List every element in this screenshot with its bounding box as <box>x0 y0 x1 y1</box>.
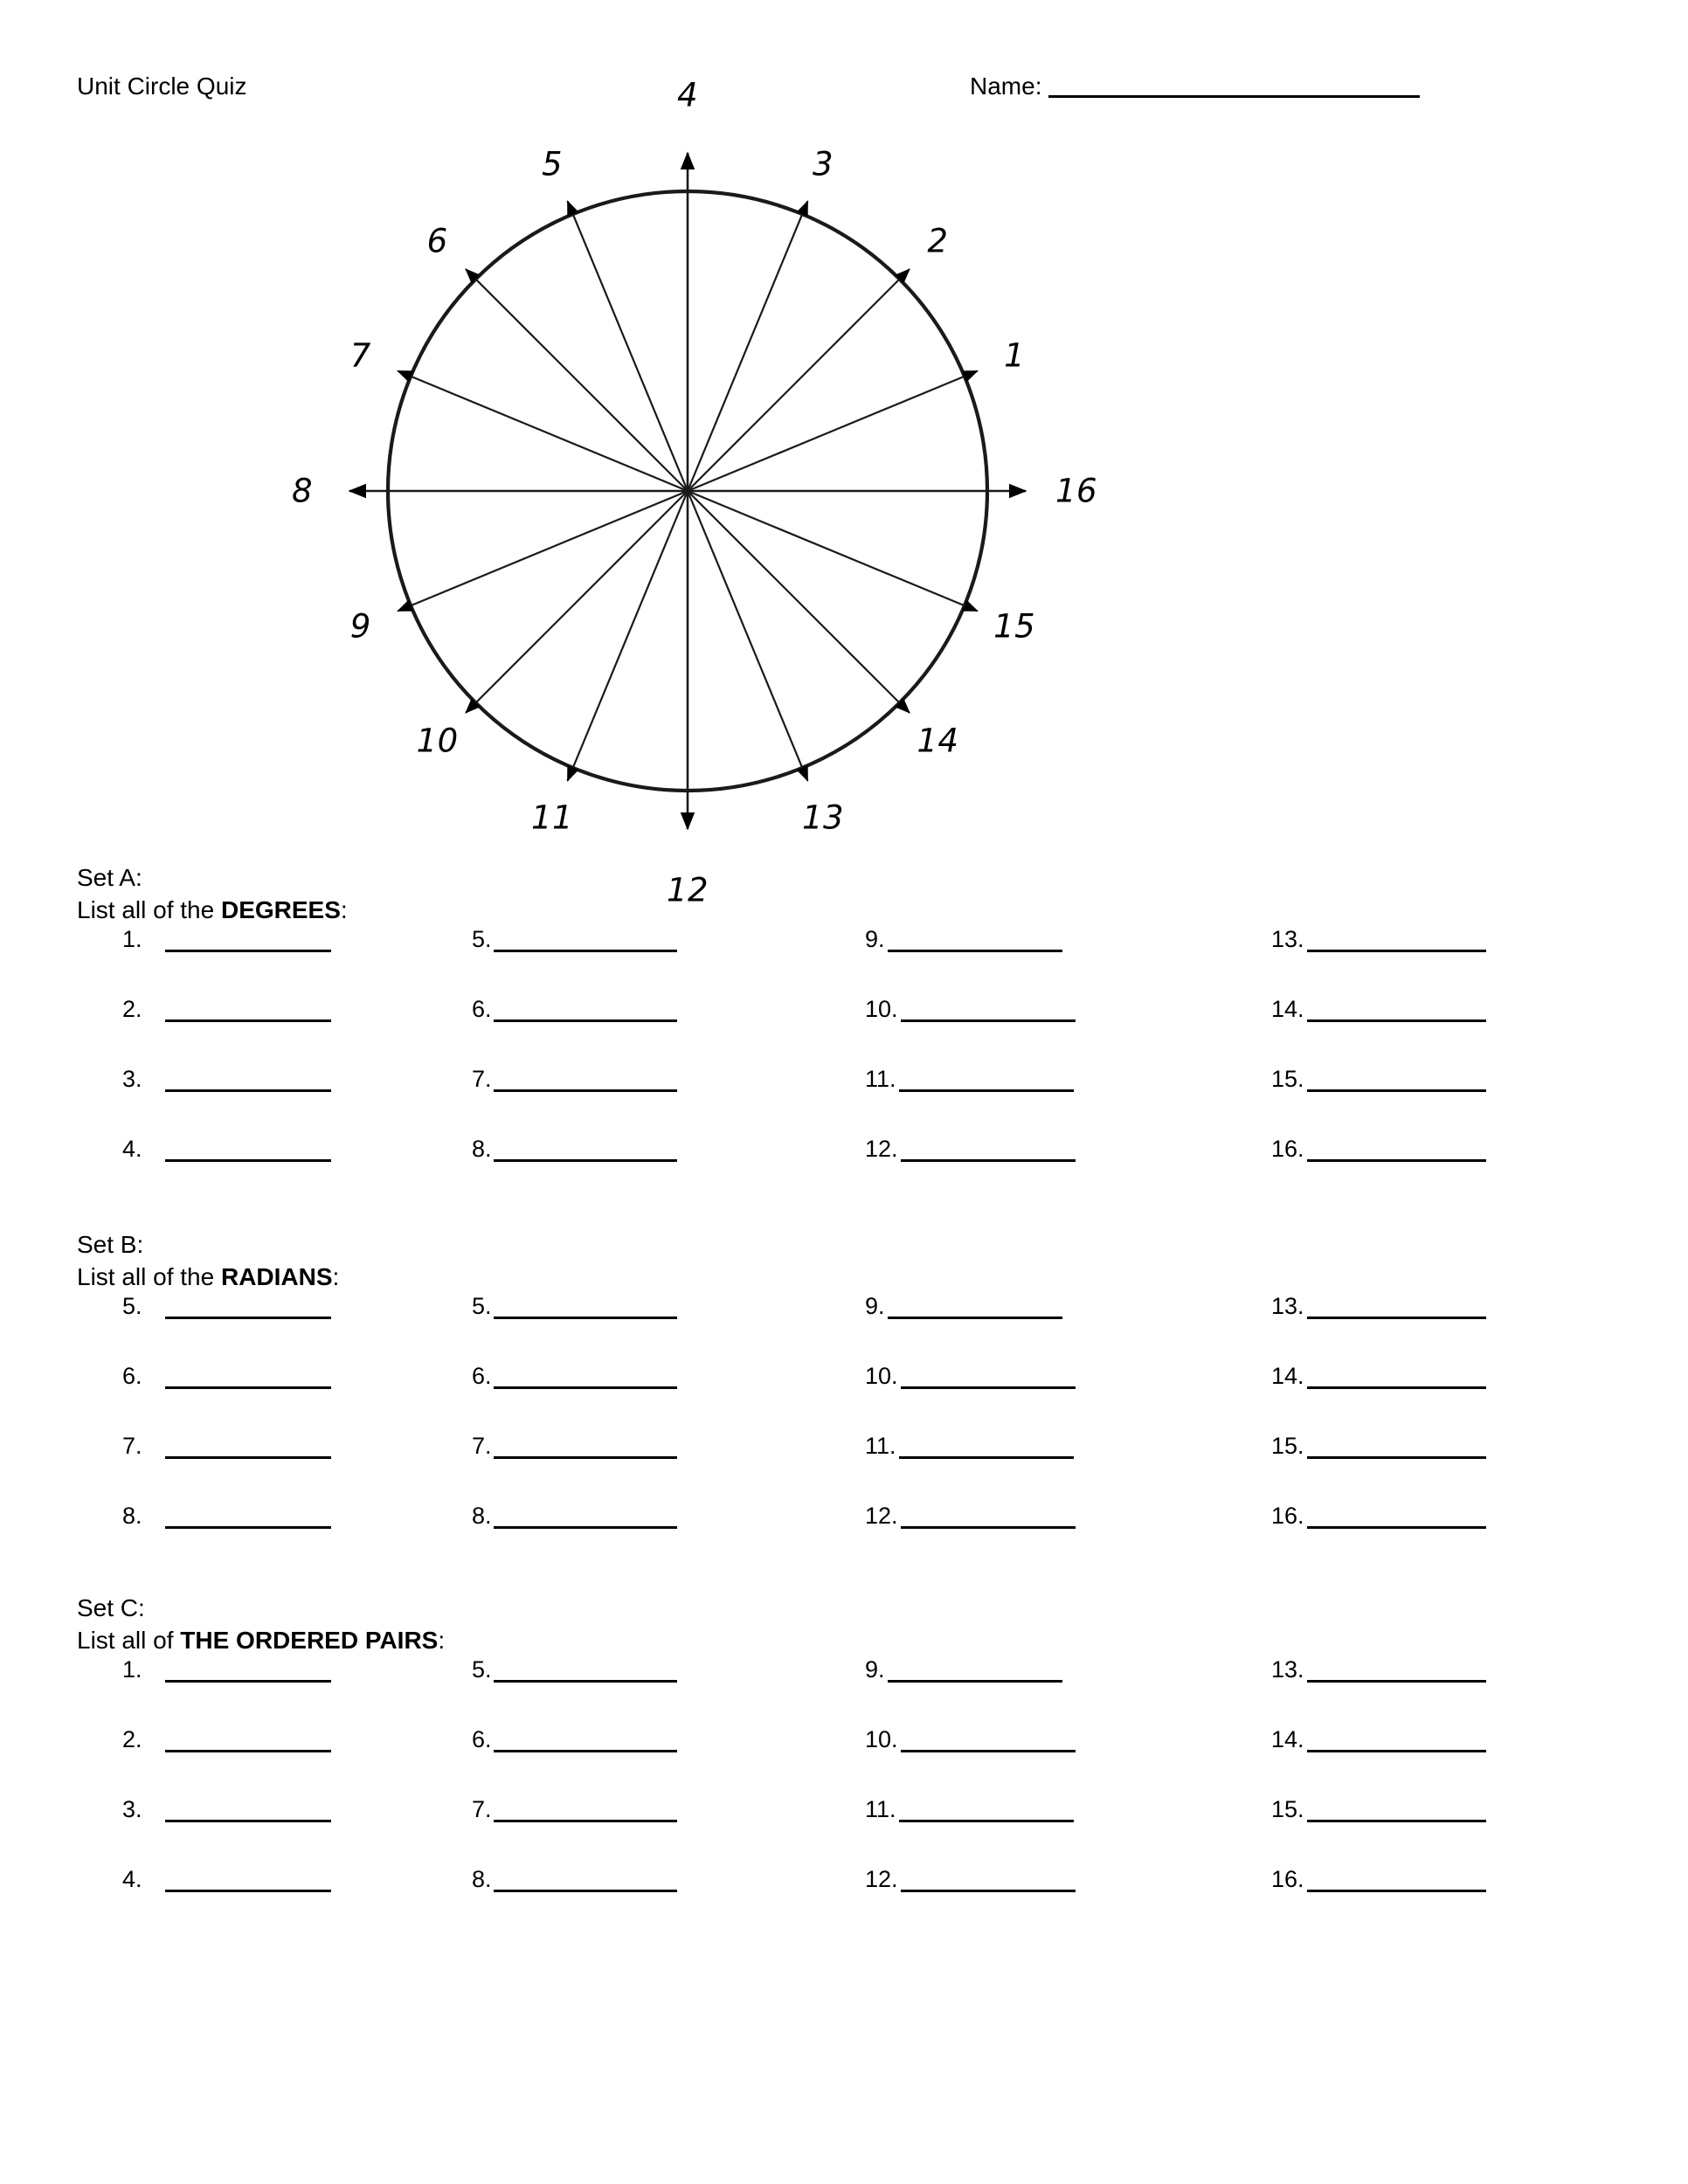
answer-blank-set-b-2-3[interactable] <box>494 1456 677 1459</box>
answer-blank-set-b-1-4[interactable] <box>165 1526 331 1529</box>
answer-row <box>472 1864 760 1934</box>
answer-blank-set-b-2-1[interactable] <box>494 1317 677 1319</box>
unit-circle-label-3: 3 <box>812 145 834 183</box>
unit-circle-label-6: 6 <box>426 222 448 260</box>
answer-row <box>1271 1794 1560 1864</box>
answer-number: 12. <box>865 1503 898 1529</box>
answer-row <box>865 1064 1153 1134</box>
set-a-heading <box>77 861 348 926</box>
answer-number: 16. <box>1271 1503 1304 1529</box>
answer-blank-set-b-3-3[interactable] <box>899 1456 1074 1459</box>
answer-blank-set-c-2-2[interactable] <box>494 1750 677 1752</box>
unit-circle-spoke <box>466 491 688 713</box>
answer-blank-set-c-4-1[interactable] <box>1307 1680 1486 1683</box>
answer-blank-set-a-1-4[interactable] <box>165 1159 331 1162</box>
answer-blank-set-b-3-1[interactable] <box>888 1317 1062 1319</box>
answer-blank-set-c-4-2[interactable] <box>1307 1750 1486 1752</box>
answer-number: 11. <box>865 1796 896 1822</box>
answer-number: 1. <box>122 926 142 952</box>
answer-row <box>472 1724 760 1794</box>
answer-blank-set-a-4-4[interactable] <box>1307 1159 1486 1162</box>
answer-blank-set-a-3-3[interactable] <box>899 1089 1074 1092</box>
unit-circle-spoke <box>568 491 688 781</box>
set-a-instruction-suffix: : <box>340 896 348 923</box>
answer-blank-set-c-3-3[interactable] <box>899 1820 1074 1822</box>
answer-number: 16. <box>1271 1136 1304 1162</box>
answer-row <box>122 1291 411 1361</box>
answer-row <box>122 1655 411 1724</box>
set-a-instruction-prefix: List all of the <box>77 896 221 923</box>
answer-blank-set-c-2-3[interactable] <box>494 1820 677 1822</box>
set-b-instruction-prefix: List all of the <box>77 1263 221 1290</box>
answer-number: 4. <box>122 1866 142 1892</box>
unit-circle-spoke <box>568 201 688 491</box>
set-a-column-2 <box>472 924 760 1204</box>
answer-blank-set-a-2-1[interactable] <box>494 950 677 952</box>
answer-blank-set-a-1-3[interactable] <box>165 1089 331 1092</box>
answer-number: 5. <box>472 1293 492 1319</box>
answer-number: 7. <box>472 1796 492 1822</box>
answer-number: 12. <box>865 1866 898 1892</box>
set-b-instruction-suffix: : <box>332 1263 340 1290</box>
answer-row <box>865 1431 1153 1501</box>
answer-row <box>865 1724 1153 1794</box>
answer-blank-set-b-4-3[interactable] <box>1307 1456 1486 1459</box>
answer-number: 11. <box>865 1066 896 1092</box>
set-c-instruction-prefix: List all of <box>77 1627 181 1654</box>
set-c-instruction <box>77 1624 445 1656</box>
unit-circle-label-11: 11 <box>530 798 574 837</box>
answer-blank-set-c-2-1[interactable] <box>494 1680 677 1683</box>
set-a-column-4 <box>1271 924 1560 1204</box>
answer-number: 6. <box>472 1726 492 1752</box>
unit-circle-label-10: 10 <box>416 722 459 760</box>
answer-number: 6. <box>472 996 492 1022</box>
answer-number: 9. <box>865 1293 885 1319</box>
answer-row <box>865 1291 1153 1361</box>
answer-blank-set-a-4-1[interactable] <box>1307 950 1486 952</box>
set-b-column-1 <box>122 1291 411 1571</box>
answer-blank-set-b-1-3[interactable] <box>165 1456 331 1459</box>
answer-blank-set-c-1-4[interactable] <box>165 1890 331 1892</box>
unit-circle-spoke <box>466 269 688 491</box>
answer-blank-set-b-4-4[interactable] <box>1307 1526 1486 1529</box>
set-b-heading <box>77 1228 339 1293</box>
answer-row <box>122 1501 411 1571</box>
answer-number: 13. <box>1271 1293 1304 1319</box>
unit-circle-label-4: 4 <box>676 76 699 114</box>
unit-circle-spoke <box>688 491 807 781</box>
answer-row <box>472 1431 760 1501</box>
answer-row <box>122 1064 411 1134</box>
answer-blank-set-b-4-2[interactable] <box>1307 1386 1486 1389</box>
answer-row <box>865 1864 1153 1934</box>
answer-row <box>1271 1655 1560 1724</box>
unit-circle-label-13: 13 <box>801 798 845 837</box>
answer-blank-set-a-1-2[interactable] <box>165 1019 331 1022</box>
unit-circle-label-12: 12 <box>666 871 709 909</box>
answer-blank-set-a-4-2[interactable] <box>1307 1019 1486 1022</box>
answer-blank-set-c-4-4[interactable] <box>1307 1890 1486 1892</box>
set-b-instruction <box>77 1261 339 1293</box>
answer-number: 16. <box>1271 1866 1304 1892</box>
answer-number: 11. <box>865 1433 896 1459</box>
answer-number: 5. <box>122 1293 142 1319</box>
answer-row <box>472 924 760 994</box>
answer-blank-set-a-1-1[interactable] <box>165 950 331 952</box>
answer-blank-set-b-1-2[interactable] <box>165 1386 331 1389</box>
answer-row <box>865 1794 1153 1864</box>
answer-number: 7. <box>472 1066 492 1092</box>
unit-circle-spoke <box>688 371 978 491</box>
answer-number: 5. <box>472 926 492 952</box>
answer-row <box>1271 1361 1560 1431</box>
answer-row <box>122 1134 411 1204</box>
answer-blank-set-a-3-1[interactable] <box>888 950 1062 952</box>
answer-row <box>472 1501 760 1571</box>
answer-number: 8. <box>472 1136 492 1162</box>
set-c-instruction-bold: THE ORDERED PAIRS <box>180 1627 439 1654</box>
answer-row <box>1271 1064 1560 1134</box>
answer-blank-set-b-3-2[interactable] <box>901 1386 1076 1389</box>
set-b-instruction-bold: RADIANS <box>220 1263 333 1290</box>
answer-number: 8. <box>122 1503 142 1529</box>
answer-number: 12. <box>865 1136 898 1162</box>
unit-circle-label-15: 15 <box>993 607 1036 646</box>
answer-number: 1. <box>122 1656 142 1683</box>
answer-number: 10. <box>865 996 898 1022</box>
answer-number: 15. <box>1271 1066 1304 1092</box>
unit-circle-spoke <box>688 491 910 713</box>
answer-number: 6. <box>472 1363 492 1389</box>
unit-circle-label-5: 5 <box>541 145 564 183</box>
answer-row <box>472 1064 760 1134</box>
answer-row <box>122 1724 411 1794</box>
unit-circle-label-9: 9 <box>349 607 371 646</box>
answer-blank-set-c-3-1[interactable] <box>888 1680 1062 1683</box>
answer-row <box>472 1794 760 1864</box>
answer-number: 9. <box>865 1656 885 1683</box>
set-c-heading <box>77 1592 445 1656</box>
answer-blank-set-c-1-3[interactable] <box>165 1820 331 1822</box>
set-b-column-4 <box>1271 1291 1560 1571</box>
answer-blank-set-a-3-2[interactable] <box>901 1019 1076 1022</box>
answer-number: 5. <box>472 1656 492 1683</box>
unit-circle-spoke <box>688 269 910 491</box>
unit-circle-label-14: 14 <box>917 722 959 760</box>
unit-circle-spoke <box>688 491 978 611</box>
set-c-title: Set C: <box>77 1594 145 1621</box>
answer-row <box>122 1864 411 1934</box>
answer-blank-set-b-1-1[interactable] <box>165 1317 331 1319</box>
set-a-column-1 <box>122 924 411 1204</box>
unit-circle-diagram <box>0 0 1688 900</box>
answer-blank-set-c-3-2[interactable] <box>901 1750 1076 1752</box>
set-c-column-4 <box>1271 1655 1560 1934</box>
answer-row <box>1271 924 1560 994</box>
answer-row <box>122 1361 411 1431</box>
set-b-column-2 <box>472 1291 760 1571</box>
answer-row <box>122 1431 411 1501</box>
answer-row <box>1271 1431 1560 1501</box>
set-a-instruction <box>77 894 348 926</box>
answer-row <box>472 1361 760 1431</box>
answer-row <box>1271 1864 1560 1934</box>
answer-row <box>472 1134 760 1204</box>
answer-blank-set-c-1-1[interactable] <box>165 1680 331 1683</box>
answer-row <box>865 1655 1153 1724</box>
answer-number: 10. <box>865 1726 898 1752</box>
answer-number: 15. <box>1271 1796 1304 1822</box>
answer-blank-set-c-3-4[interactable] <box>901 1890 1076 1892</box>
answer-number: 6. <box>122 1363 142 1389</box>
answer-row <box>1271 1291 1560 1361</box>
set-b-column-3 <box>865 1291 1153 1571</box>
answer-number: 7. <box>122 1433 142 1459</box>
answer-number: 2. <box>122 1726 142 1752</box>
answer-blank-set-b-2-4[interactable] <box>494 1526 677 1529</box>
answer-row <box>1271 994 1560 1064</box>
unit-circle-spoke <box>398 491 688 611</box>
answer-blank-set-a-2-3[interactable] <box>494 1089 677 1092</box>
answer-number: 9. <box>865 926 885 952</box>
answer-row <box>865 994 1153 1064</box>
answer-number: 14. <box>1271 996 1304 1022</box>
answer-row <box>1271 1134 1560 1204</box>
answer-number: 15. <box>1271 1433 1304 1459</box>
answer-row <box>865 1134 1153 1204</box>
set-c-column-3 <box>865 1655 1153 1934</box>
answer-row <box>122 924 411 994</box>
set-a-title: Set A: <box>77 864 142 891</box>
set-a-instruction-bold: DEGREES <box>220 896 341 923</box>
answer-number: 3. <box>122 1066 142 1092</box>
answer-blank-set-b-3-4[interactable] <box>901 1526 1076 1529</box>
answer-number: 2. <box>122 996 142 1022</box>
unit-circle-figure <box>0 0 1688 909</box>
answer-row <box>865 1361 1153 1431</box>
unit-circle-spoke <box>688 201 807 491</box>
answer-blank-set-a-2-4[interactable] <box>494 1159 677 1162</box>
answer-row <box>865 924 1153 994</box>
answer-row <box>472 1655 760 1724</box>
answer-row <box>122 1794 411 1864</box>
answer-number: 4. <box>122 1136 142 1162</box>
answer-number: 13. <box>1271 1656 1304 1683</box>
unit-circle-spoke <box>398 371 688 491</box>
answer-row <box>122 994 411 1064</box>
unit-circle-label-16: 16 <box>1055 472 1098 510</box>
set-a-column-3 <box>865 924 1153 1204</box>
set-c-column-1 <box>122 1655 411 1934</box>
answer-row <box>1271 1501 1560 1571</box>
answer-number: 3. <box>122 1796 142 1822</box>
answer-blank-set-b-2-2[interactable] <box>494 1386 677 1389</box>
answer-row <box>1271 1724 1560 1794</box>
answer-number: 14. <box>1271 1726 1304 1752</box>
set-b-title: Set B: <box>77 1231 144 1258</box>
unit-circle-label-7: 7 <box>349 336 371 375</box>
answer-number: 8. <box>472 1866 492 1892</box>
answer-row <box>865 1501 1153 1571</box>
set-c-column-2 <box>472 1655 760 1934</box>
answer-row <box>472 994 760 1064</box>
answer-blank-set-b-4-1[interactable] <box>1307 1317 1486 1319</box>
answer-row <box>472 1291 760 1361</box>
answer-number: 7. <box>472 1433 492 1459</box>
unit-circle-label-1: 1 <box>1004 336 1026 375</box>
answer-number: 14. <box>1271 1363 1304 1389</box>
answer-blank-set-a-4-3[interactable] <box>1307 1089 1486 1092</box>
answer-blank-set-a-2-2[interactable] <box>494 1019 677 1022</box>
unit-circle-label-8: 8 <box>291 472 314 510</box>
page-title: Unit Circle Quiz <box>77 73 247 100</box>
answer-blank-set-c-4-3[interactable] <box>1307 1820 1486 1822</box>
answer-number: 13. <box>1271 926 1304 952</box>
unit-circle-label-2: 2 <box>927 222 949 260</box>
answer-number: 8. <box>472 1503 492 1529</box>
answer-blank-set-c-1-2[interactable] <box>165 1750 331 1752</box>
set-c-instruction-suffix: : <box>438 1627 446 1654</box>
answer-blank-set-a-3-4[interactable] <box>901 1159 1076 1162</box>
name-label: Name: <box>970 73 1042 100</box>
answer-number: 10. <box>865 1363 898 1389</box>
answer-blank-set-c-2-4[interactable] <box>494 1890 677 1892</box>
